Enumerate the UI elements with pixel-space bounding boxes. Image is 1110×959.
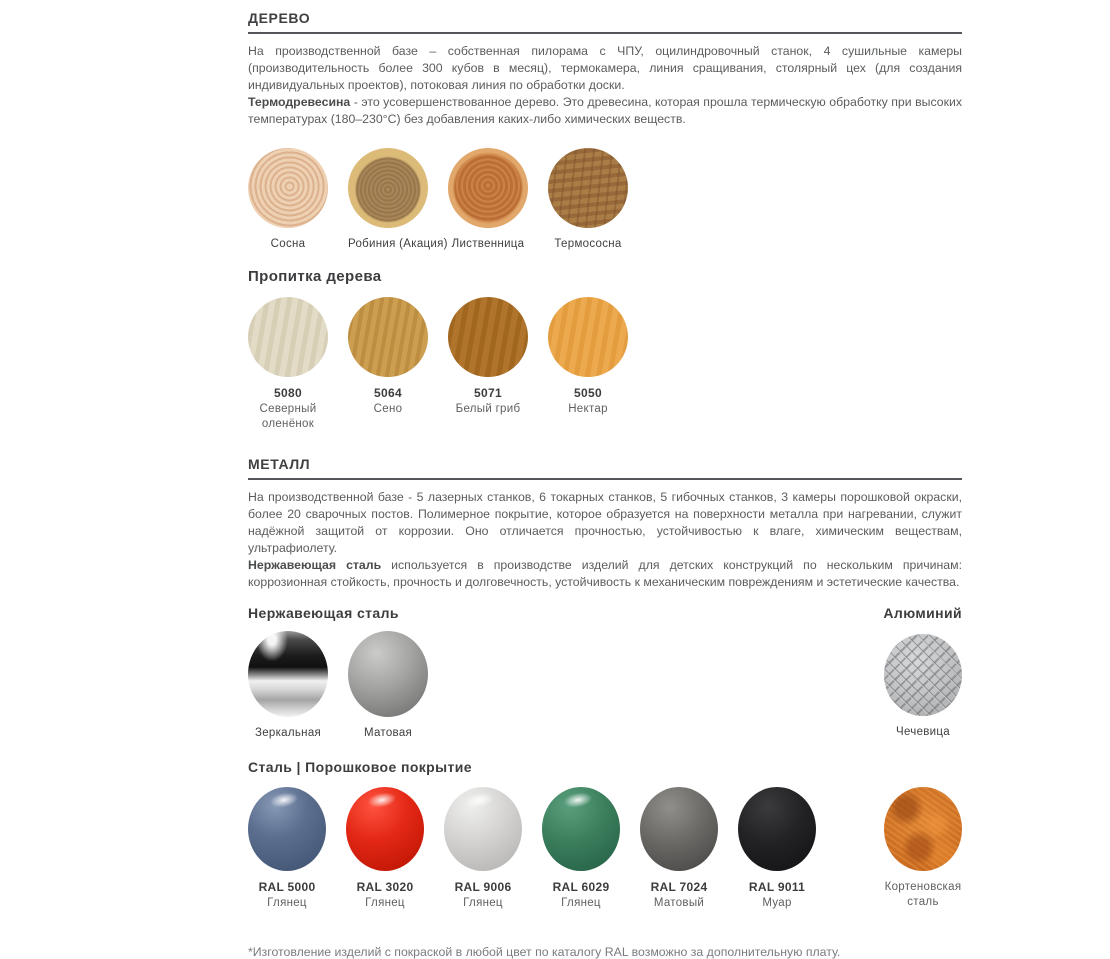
ral-finish: Глянец (463, 897, 503, 909)
wood-paragraph-2-rest: - это усовершенствованное дерево. Это древесина, которая прошла термическую обработку при высоких температурах (180–230°С) без добавления каких-либо химических веществ. (248, 95, 962, 126)
impregnation-5080-swatch (248, 297, 328, 377)
wood-type-thermopine (548, 148, 628, 252)
diamond-plate-image (884, 634, 962, 716)
wood-type-pine (248, 148, 328, 252)
aluminum-title: Алюминий (883, 605, 962, 621)
stainless-mirror (248, 631, 328, 741)
powder-ral5000 (248, 787, 326, 911)
powder-ral3020 (346, 787, 424, 911)
wood-type-label: Лиственница (451, 238, 525, 250)
ral-finish: Глянец (365, 897, 405, 909)
wood-types-row (248, 148, 962, 252)
ral-code: RAL 9011 (748, 880, 806, 894)
impregnation-code: 5050 (574, 386, 602, 400)
impregnation-code: 5080 (274, 386, 302, 400)
wood-paragraph-1: На производственной базе – собственная пилорама с ЧПУ, оцилиндровочный станок, 4 сушильные камеры (производительность более 300 кубов в месяц), термокамера, линия сращивания, столярный цех (для создания индивидуальных проектов), потоковая линия по обработки доски. (248, 44, 962, 92)
ral-code: RAL 7024 (650, 880, 708, 894)
wood-section-title: ДЕРЕВО (248, 10, 962, 34)
corten-steel-image (884, 787, 962, 871)
larch-slice-image (448, 148, 528, 228)
powder-ral9011 (738, 787, 816, 911)
stainless-row (248, 631, 962, 741)
ral6029-ball-image (542, 787, 620, 871)
impregnation-5071-swatch (448, 297, 528, 377)
powder-ral7024 (640, 787, 718, 911)
ral9006-ball-image (444, 787, 522, 871)
impregnation-row (248, 297, 962, 432)
metal-subheadings-row (248, 605, 962, 621)
stainless-label: Матовая (363, 727, 413, 739)
metal-section-title: МЕТАЛЛ (248, 456, 962, 480)
ral-code: RAL 3020 (356, 880, 414, 894)
impregnation-name: Нектар (568, 403, 608, 415)
aluminum-lentil (884, 631, 962, 740)
impregnation-name: Сено (373, 403, 403, 415)
ral-code: RAL 9006 (454, 880, 512, 894)
impregnation-5080 (248, 297, 328, 432)
metal-paragraph-2 (248, 557, 962, 591)
powder-ral9006 (444, 787, 522, 911)
impregnation-code: 5071 (474, 386, 502, 400)
ral-finish: Глянец (561, 897, 601, 909)
wood-type-label: Сосна (270, 238, 306, 250)
ral-finish: Муар (762, 897, 792, 909)
powder-row (248, 787, 962, 911)
wood-type-label: Термососна (554, 238, 622, 250)
stainless-title: Нержавеющая сталь (248, 605, 399, 621)
impregnation-title: Пропитка дерева (248, 268, 382, 285)
wood-paragraph-2 (248, 94, 962, 128)
robinia-slice-image (348, 148, 428, 228)
impregnation-code: 5064 (374, 386, 402, 400)
ral7024-ball-image (640, 787, 718, 871)
matte-steel-sphere-image (348, 631, 428, 717)
ral9011-ball-image (738, 787, 816, 871)
powder-ral6029 (542, 787, 620, 911)
ral-finish: Глянец (267, 897, 307, 909)
wood-type-label: Робиния (Акация) (348, 238, 448, 250)
impregnation-5050-swatch (548, 297, 628, 377)
ral5000-ball-image (248, 787, 326, 871)
thermopine-slice-image (548, 148, 628, 228)
impregnation-5064 (348, 297, 428, 417)
metal-paragraph-1: На производственной базе - 5 лазерных станков, 6 токарных станков, 5 гибочных станков, 3 камеры порошковой окраски, более 20 сварочных постов. Полимерное покрытие, которое образуется на поверхности металла при нагревании, служит надёжной защитой от коррозии. Оно отличается прочностью, устойчивостью к влаге, химическим веществам, ультрафиолету. (248, 490, 962, 555)
mirror-steel-sphere-image (248, 631, 328, 717)
wood-type-larch (448, 148, 528, 252)
impregnation-name: Белый гриб (455, 403, 521, 415)
impregnation-5064-swatch (348, 297, 428, 377)
aluminum-label: Чечевица (896, 726, 950, 738)
impregnation-5071 (448, 297, 528, 417)
ral3020-ball-image (346, 787, 424, 871)
corten-label: Кортеновская сталь (884, 881, 962, 908)
wood-paragraph-2-lead: Термодревесина (248, 95, 351, 109)
impregnation-name: Северный оленёнок (259, 403, 317, 430)
ral-finish: Матовый (653, 897, 705, 909)
powder-title: Сталь | Порошковое покрытие (248, 759, 472, 775)
ral-footnote: *Изготовление изделий с покраской в любой цвет по каталогу RAL возможно за дополнительную плату. (248, 945, 841, 959)
powder-corten (884, 787, 962, 910)
impregnation-5050 (548, 297, 628, 417)
metal-paragraph-2-rest: используется в производстве изделий для детских конструкций по нескольким причинам: коррозионная стойкость, прочность и долговечность, устойчивость к механическим повреждениям и эстетические качества. (248, 558, 962, 589)
pine-slice-image (248, 148, 328, 228)
ral-code: RAL 6029 (552, 880, 610, 894)
ral-code: RAL 5000 (258, 880, 316, 894)
wood-type-robinia (348, 148, 448, 252)
metal-paragraph-2-lead: Нержавеющая сталь (248, 558, 382, 572)
stainless-matte (348, 631, 428, 741)
stainless-label: Зеркальная (254, 727, 322, 739)
